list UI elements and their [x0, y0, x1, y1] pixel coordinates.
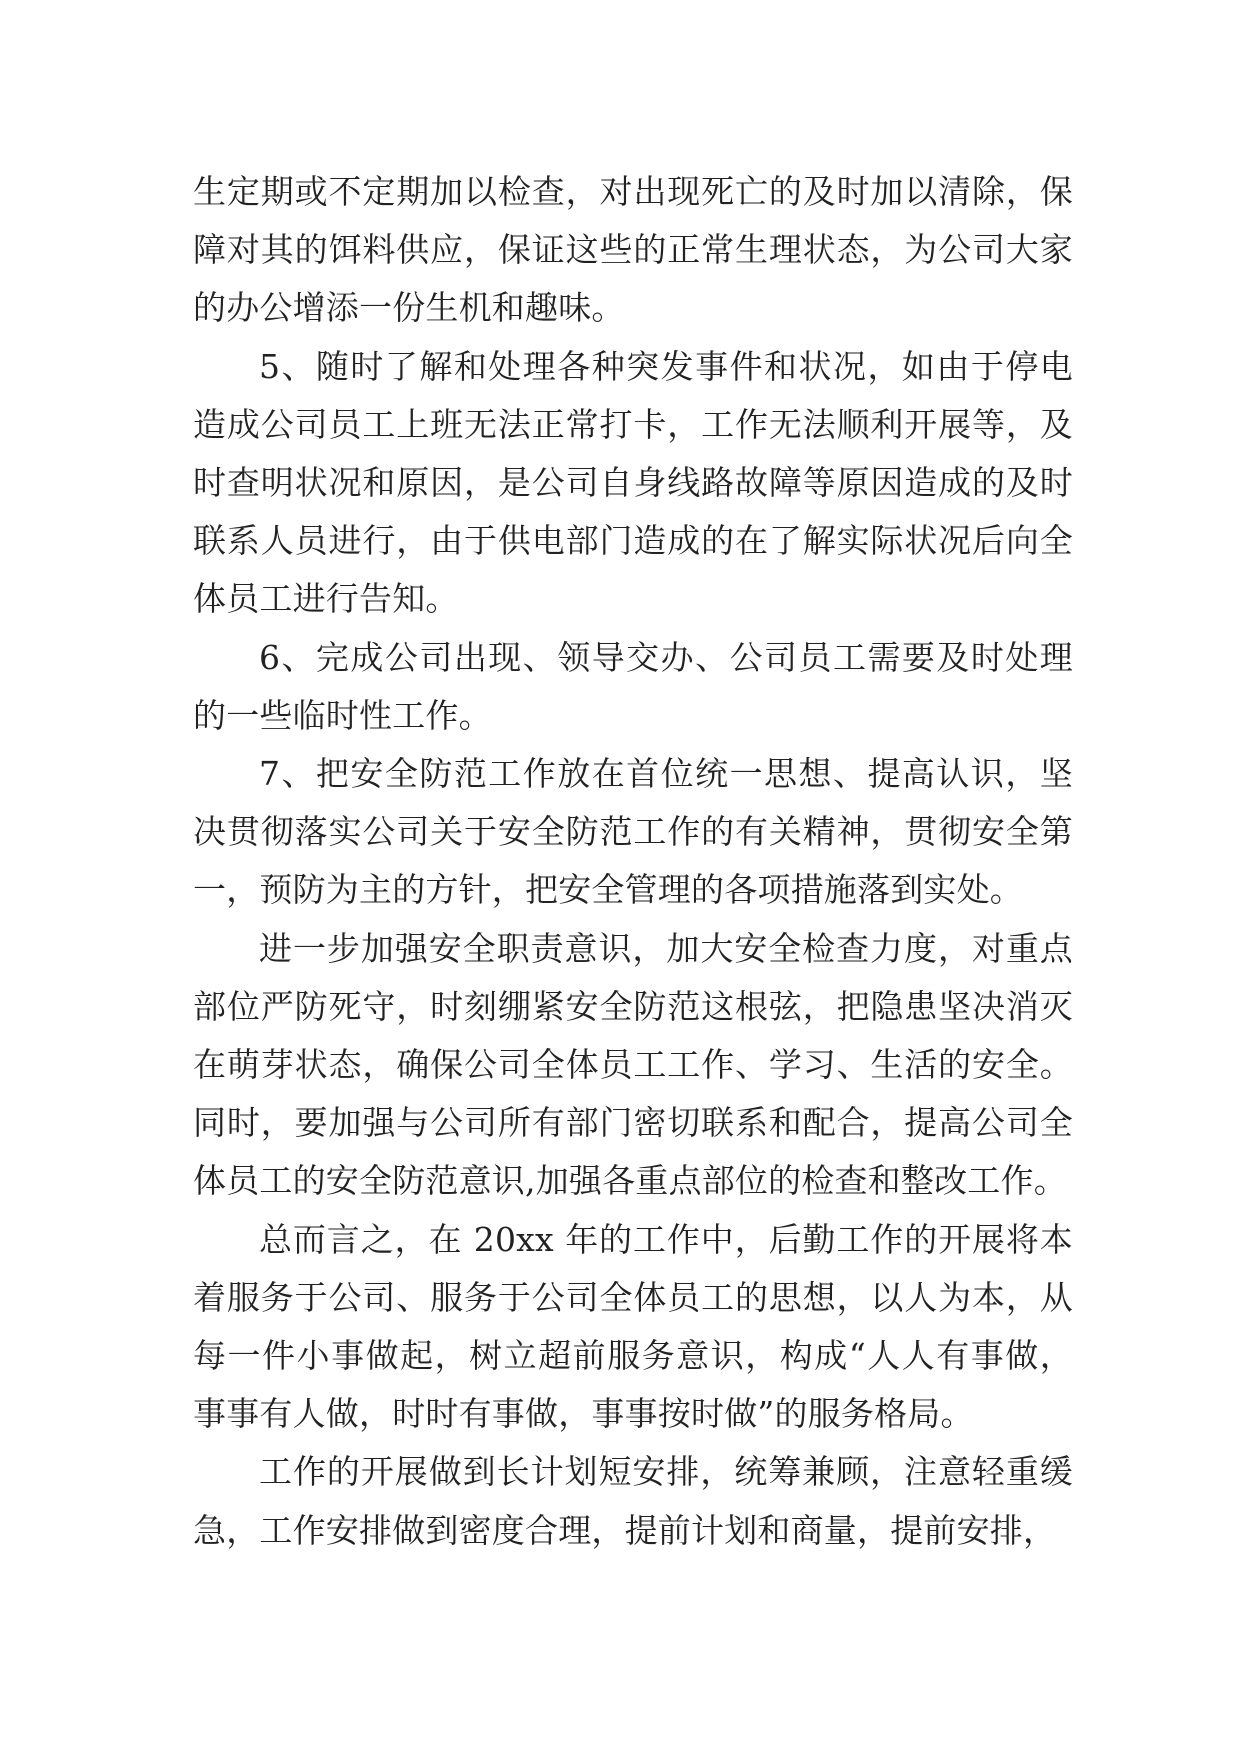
- paragraph-summary: 总而言之，在 20xx 年的工作中，后勤工作的开展将本着服务于公司、服务于公司全体员工的思想，以人为本，从每一件小事做起，树立超前服务意识，构成“人人有事做，事事有人做，时时有事做，事事按时做”的服务格局。: [193, 1219, 1073, 1434]
- document-body: [193, 163, 1073, 1560]
- paragraph-continuation: 生定期或不定期加以检查，对出现死亡的及时加以清除，保障对其的饵料供应，保证这些的正常生理状态，为公司大家的办公增添一份生机和趣味。: [193, 172, 1073, 328]
- paragraph-item-7: 7、把安全防范工作放在首位统一思想、提高认识，坚决贯彻落实公司关于安全防范工作的有关精神，贯彻安全第一，预防为主的方针，把安全管理的各项措施落到实处。: [193, 754, 1073, 910]
- paragraph-safety: 进一步加强安全职责意识，加大安全检查力度，对重点部位严防死守，时刻绷紧安全防范这根弦，把隐患坚决消灭在萌芽状态，确保公司全体员工工作、学习、生活的安全。同时，要加强与公司所有部门密切联系和配合，提高公司全体员工的安全防范意识,加强各重点部位的检查和整改工作。: [193, 928, 1073, 1201]
- paragraph-item-5: 5、随时了解和处理各种突发事件和状况，如由于停电造成公司员工上班无法正常打卡，工作无法顺利开展等，及时查明状况和原因，是公司自身线路故障等原因造成的及时联系人员进行，由于供电部门造成的在了解实际状况后向全体员工进行告知。: [193, 346, 1073, 619]
- paragraph-item-6: 6、完成公司出现、领导交办、公司员工需要及时处理的一些临时性工作。: [193, 637, 1073, 735]
- paragraph-planning: 工作的开展做到长计划短安排，统筹兼顾，注意轻重缓急，工作安排做到密度合理，提前计划和商量，提前安排，: [193, 1452, 1073, 1550]
